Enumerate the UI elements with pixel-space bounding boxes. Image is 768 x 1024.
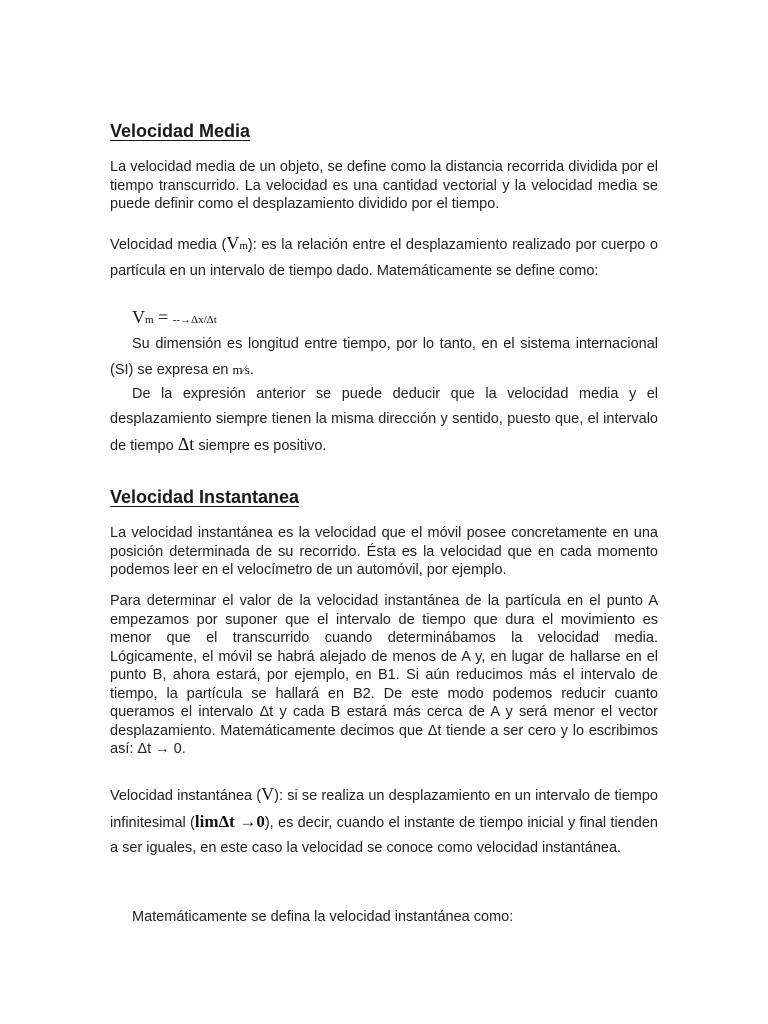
text-fragment: ): si se realiza un desplazamiento en un intervalo de tiempo infinitesimal (	[110, 788, 658, 831]
formula-rhs: --→Δx/Δt	[172, 314, 217, 326]
unit-m-per-s: m⁄s	[232, 362, 250, 377]
formula-velocidad-media	[132, 307, 217, 328]
formula-equals: =	[153, 307, 173, 327]
symbol-limit: limΔt →0	[194, 812, 265, 831]
text-fragment: siempre es positivo.	[194, 438, 327, 454]
formula-lhs: V	[132, 307, 145, 327]
symbol-delta-t: Δt	[177, 434, 195, 454]
section-title-velocidad-media: Velocidad Media	[110, 121, 251, 141]
text-fragment: .	[249, 362, 254, 378]
paragraph-instantanea-definition: La velocidad instantánea es la velocidad que el móvil posee concretamente en una posición determinada de su recorrido. Ésta es la velocidad que en cada momento podemos leer en el velocímetro de un automóvil, por ejemplo.	[110, 525, 658, 578]
paragraph-direction	[110, 382, 658, 459]
symbol-v: V	[261, 784, 275, 804]
paragraph-definition: La velocidad media de un objeto, se define como la distancia recorrida dividida por el tiempo transcurrido. La velocidad es una cantidad vectorial y la velocidad media se puede definir como el desplazamiento dividido por el tiempo.	[110, 159, 658, 212]
text-fragment: ): es la relación entre el desplazamiento realizado por cuerpo o partícula en un intervalo de tiempo dado. Matemáticamente se define como:	[110, 237, 658, 279]
paragraph-dimension	[110, 332, 658, 383]
text-fragment: ), es decir, cuando el instante de tiempo inicial y final tienden a ser iguales, en este caso la velocidad se conoce como velocidad instantánea.	[110, 815, 658, 856]
text-fragment: Velocidad instantánea (	[110, 788, 262, 804]
text-fragment: Velocidad media (	[110, 237, 227, 253]
text-fragment: Su dimensión es longitud entre tiempo, por lo tanto, en el sistema internacional (SI) se expresa en	[110, 336, 658, 378]
paragraph-instantanea-infinitesimal	[110, 782, 658, 861]
text-fragment: De la expresión anterior se puede deducir que la velocidad media y el desplazamiento siempre tienen la misma dirección y sentido, puesto que, el intervalo de tiempo	[110, 386, 658, 454]
paragraph-velocidad-media-relation	[110, 231, 658, 284]
paragraph-instantanea-formula-intro: Matemáticamente se defina la velocidad instantánea como:	[132, 909, 514, 925]
paragraph-instantanea-explanation: Para determinar el valor de la velocidad instantánea de la partícula en el punto A empezamos por suponer que el intervalo de tiempo que dura el movimiento es menor que el transcurrido cuando determinábamos la velocidad media. Lógicamente, el móvil se habrá alejado de menos de A y, en lugar de hallarse en el punto B, ahora estará, por ejemplo, en B1. Si aún reducimos más el intervalo de tiempo, la partícula se hallará en B2. De este modo podemos reducir cuanto queramos el intervalo Δt y cada B estará más cerca de A y será menor el vector desplazamiento. Matemáticamente decimos que Δt tiende a ser cero y lo escribimos así: Δt → 0.	[110, 593, 658, 757]
formula-subscript: m	[145, 314, 154, 326]
symbol-v: V	[226, 233, 240, 253]
symbol-subscript-m: m	[239, 240, 248, 252]
section-title-velocidad-instantanea: Velocidad Instantanea	[110, 487, 300, 507]
